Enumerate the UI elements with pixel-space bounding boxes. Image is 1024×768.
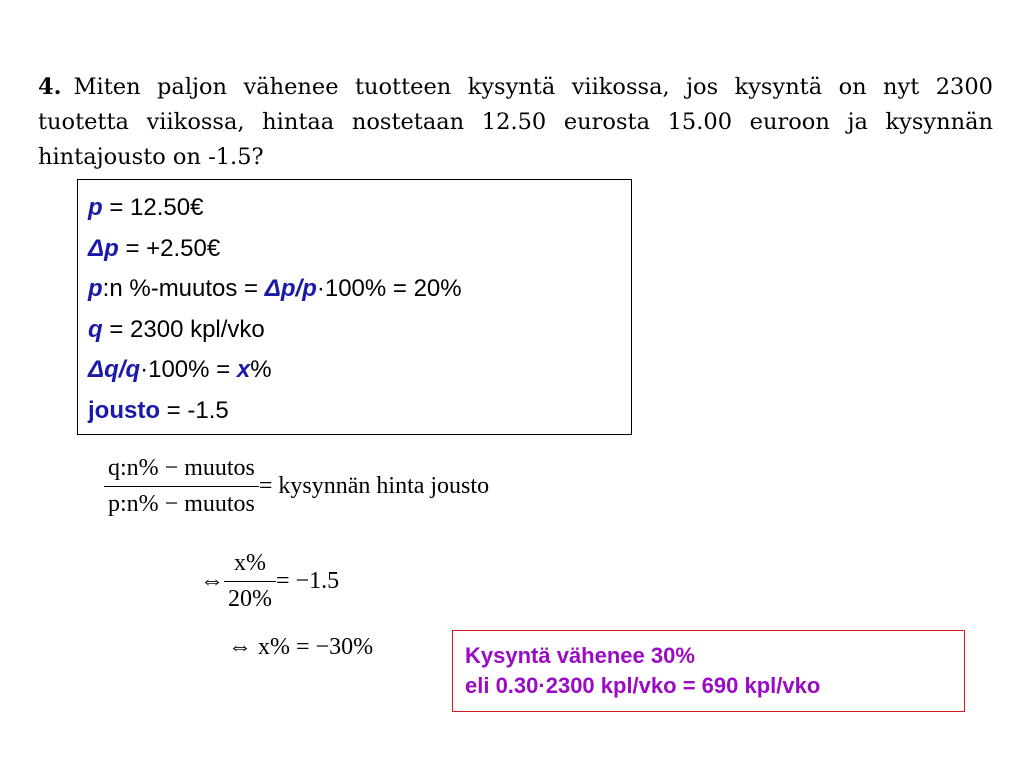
substitution-rhs: = −1.5 xyxy=(276,568,340,594)
quantity-ratio-label: ·100% = xyxy=(140,356,237,383)
price-ratio-symbol: Δp/p xyxy=(264,275,317,302)
price-value: = 12.50€ xyxy=(102,194,204,221)
price-percent-change-line xyxy=(88,269,621,310)
substitution-fraction xyxy=(224,550,276,613)
problem-number: 4. xyxy=(38,74,62,100)
formula-denominator: p:n% − muutos xyxy=(108,491,255,517)
quantity-symbol: q xyxy=(88,315,103,343)
elasticity-line xyxy=(88,391,621,432)
answer-line-2: eli 0.30·2300 kpl/vko = 690 kpl/vko xyxy=(465,673,821,698)
quantity-value: = 2300 kpl/vko xyxy=(102,315,265,343)
price-percent-result: ·100% = 20% xyxy=(316,275,462,302)
quantity-ratio-symbol: Δq/q xyxy=(88,356,141,383)
result-equation: ⇔ x% = −30% xyxy=(228,634,374,660)
answer-line-1: Kysyntä vähenee 30% xyxy=(465,643,695,668)
substitution-denominator: 20% xyxy=(228,586,272,612)
substitution-numerator: x% xyxy=(234,550,266,576)
quantity-line xyxy=(88,310,621,351)
problem-text: Miten paljon vähenee tuotteen kysyntä viikossa, jos kysyntä on nyt 2300 tuotetta viikossa, hintaa nostetaan 12.50 eurosta 15.00 euroon ja kysynnän hintajousto on -1.5? xyxy=(38,74,993,170)
answer-box xyxy=(452,630,965,712)
quantity-ratio-end: % xyxy=(250,356,272,383)
elasticity-formula xyxy=(104,455,489,518)
x-symbol: x xyxy=(236,356,251,383)
elasticity-value: = -1.5 xyxy=(160,396,229,424)
formula-numerator: q:n% − muutos xyxy=(108,455,255,481)
fraction-bar xyxy=(224,581,276,582)
price-symbol: p xyxy=(88,194,103,221)
given-values-box xyxy=(77,179,632,435)
price-percent-label: :n %-muutos = xyxy=(102,275,265,302)
quantity-ratio-line xyxy=(88,350,621,391)
price-change-value: = +2.50€ xyxy=(118,234,221,262)
fraction-bar xyxy=(104,486,259,487)
price-change-line xyxy=(88,229,621,270)
price-line xyxy=(88,188,621,229)
formula-rhs: = kysynnän hinta jousto xyxy=(258,473,490,499)
price-change-symbol: Δp xyxy=(88,234,119,262)
problem-statement xyxy=(38,70,993,175)
substitution-equation xyxy=(200,550,339,613)
formula-fraction xyxy=(104,455,259,518)
equivalence-symbol: ⇔ xyxy=(200,568,224,594)
price-percent-symbol: p xyxy=(88,275,103,302)
elasticity-symbol: jousto xyxy=(88,396,160,424)
